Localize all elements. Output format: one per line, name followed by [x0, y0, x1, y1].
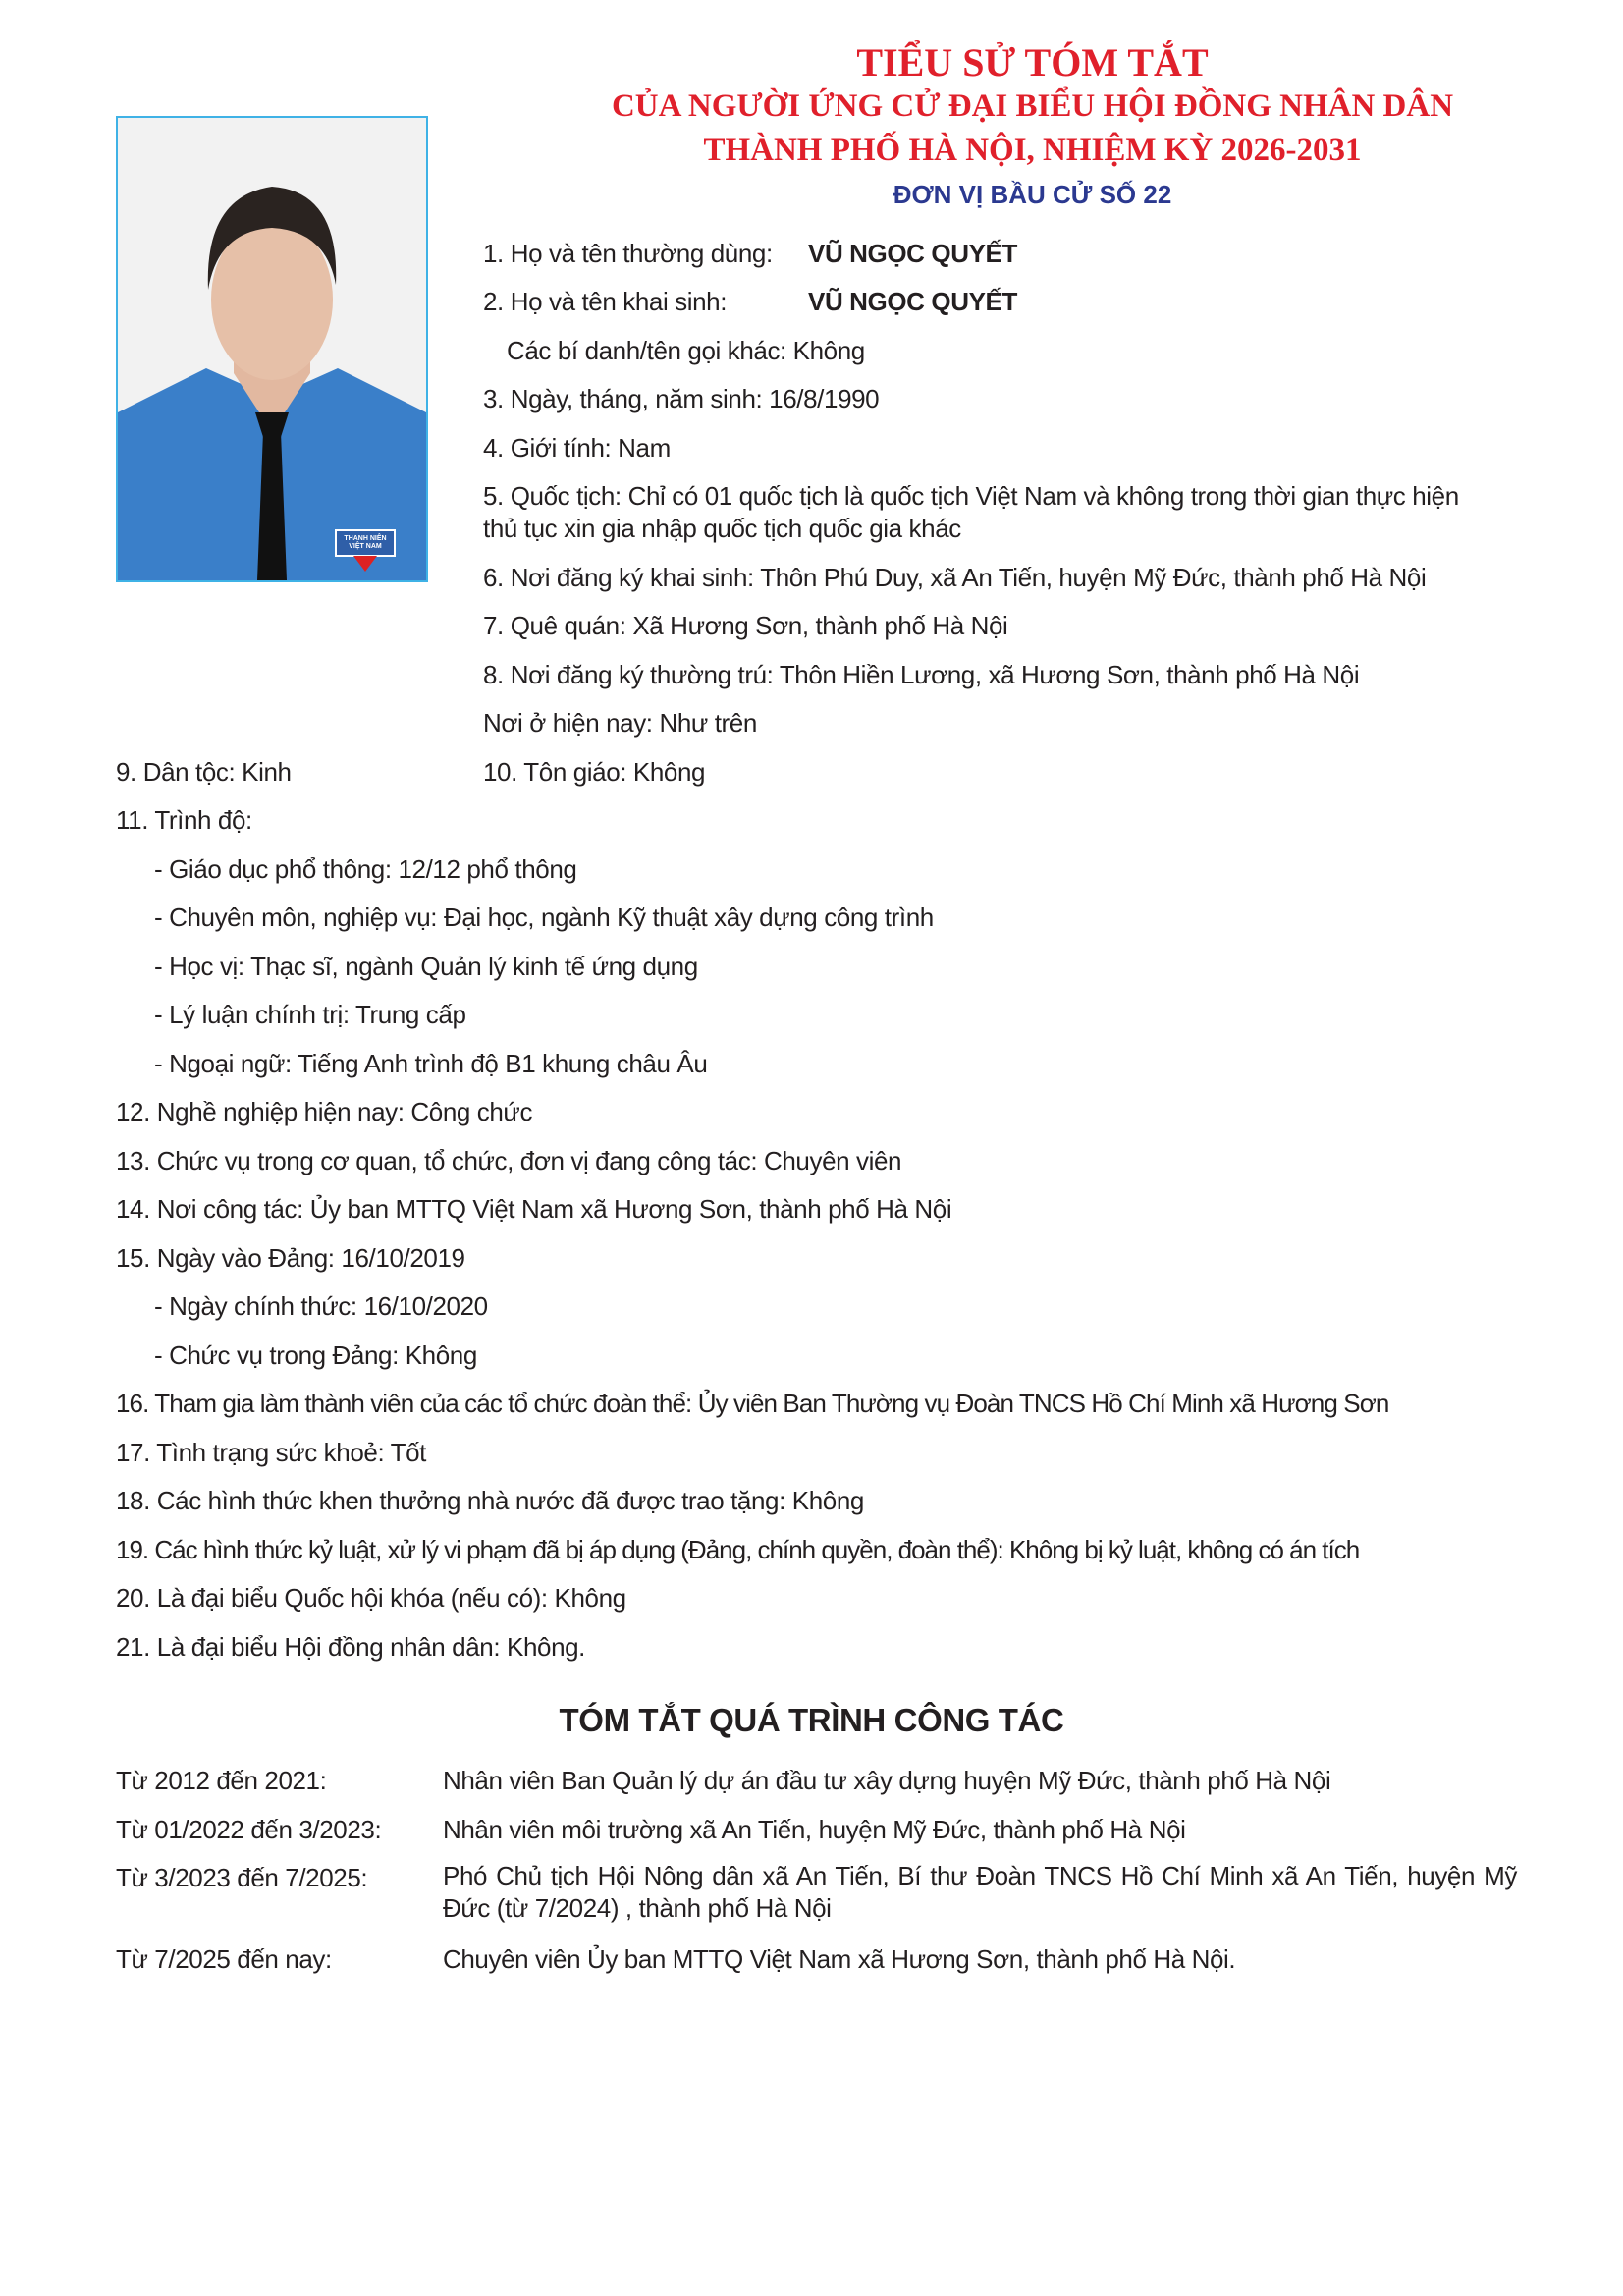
bio-line-15a: - Ngày chính thức: 16/10/2020 — [154, 1291, 488, 1321]
shirt-badge-text: THANH NIÊN VIỆT NAM — [344, 535, 387, 550]
alias-line: Các bí danh/tên gọi khác: Không — [507, 336, 865, 365]
bio-line-21: 21. Là đại biểu Hội đồng nhân dân: Không. — [116, 1632, 586, 1662]
bio-line-8: 8. Nơi đăng ký thường trú: Thôn Hiền Lương, xã Hương Sơn, thành phố Hà Nội — [483, 660, 1360, 689]
bio-line-11d: - Lý luận chính trị: Trung cấp — [154, 1000, 466, 1029]
bio-line-11: 11. Trình độ: — [116, 805, 252, 835]
bio-line-18: 18. Các hình thức khen thưởng nhà nước đã được trao tặng: Không — [116, 1486, 864, 1515]
bio-line-11a: - Giáo dục phổ thông: 12/12 phổ thông — [154, 854, 577, 884]
bio-line-8b: Nơi ở hiện nay: Như trên — [483, 708, 757, 738]
bio-line-19: 19. Các hình thức kỷ luật, xử lý vi phạm đã bị áp dụng (Đảng, chính quyền, đoàn thể): Không bị kỷ luật, không có án tích — [116, 1535, 1360, 1564]
bio-line-14: 14. Nơi công tác: Ủy ban MTTQ Việt Nam xã Hương Sơn, thành phố Hà Nội — [116, 1194, 952, 1224]
work-desc: Phó Chủ tịch Hội Nông dân xã An Tiến, Bí thư Đoàn TNCS Hồ Chí Minh xã An Tiến, huyện Mỹ Đức (từ 7/2024) , thành phố Hà Nội — [443, 1861, 1517, 1923]
bio-line-5a: 5. Quốc tịch: Chỉ có 01 quốc tịch là quốc tịch Việt Nam và không trong thời gian thực hiện — [483, 481, 1459, 511]
work-period: Từ 3/2023 đến 7/2025: — [116, 1863, 368, 1892]
usual-name: VŨ NGỌC QUYẾT — [808, 239, 1017, 268]
bio-line-16: 16. Tham gia làm thành viên của các tổ chức đoàn thể: Ủy viên Ban Thường vụ Đoàn TNCS Hồ Chí Minh xã Hương Sơn — [116, 1389, 1389, 1418]
bio-line-15: 15. Ngày vào Đảng: 16/10/2019 — [116, 1243, 465, 1273]
doc-subtitle-2: THÀNH PHỐ HÀ NỘI, NHIỆM KỲ 2026-2031 — [703, 133, 1362, 168]
work-period: Từ 01/2022 đến 3/2023: — [116, 1815, 382, 1844]
work-heading: TÓM TẮT QUÁ TRÌNH CÔNG TÁC — [559, 1702, 1064, 1738]
candidate-photo — [116, 116, 428, 582]
bio-line-20: 20. Là đại biểu Quốc hội khóa (nếu có): Không — [116, 1583, 626, 1613]
bio-line-5b: thủ tục xin gia nhập quốc tịch quốc gia khác — [483, 514, 961, 543]
bio-line-13: 13. Chức vụ trong cơ quan, tổ chức, đơn vị đang công tác: Chuyên viên — [116, 1146, 902, 1175]
bio-line-3: 3. Ngày, tháng, năm sinh: 16/8/1990 — [483, 384, 880, 413]
birth-name: VŨ NGỌC QUYẾT — [808, 287, 1017, 316]
bio-line-11e: - Ngoại ngữ: Tiếng Anh trình độ B1 khung châu Âu — [154, 1049, 708, 1078]
bio-line-11b: - Chuyên môn, nghiệp vụ: Đại học, ngành Kỹ thuật xây dựng công trình — [154, 902, 934, 932]
bio-line-2: 2. Họ và tên khai sinh: — [483, 287, 728, 316]
bio-line-15b: - Chức vụ trong Đảng: Không — [154, 1340, 477, 1370]
bio-line-6: 6. Nơi đăng ký khai sinh: Thôn Phú Duy, xã An Tiến, huyện Mỹ Đức, thành phố Hà Nội — [483, 563, 1427, 592]
electoral-unit: ĐƠN VỊ BẦU CỬ SỐ 22 — [893, 180, 1172, 209]
bio-line-12: 12. Nghề nghiệp hiện nay: Công chức — [116, 1097, 533, 1126]
bio-line-9: 9. Dân tộc: Kinh — [116, 757, 292, 787]
work-desc: Chuyên viên Ủy ban MTTQ Việt Nam xã Hương Sơn, thành phố Hà Nội. — [443, 1944, 1236, 1974]
work-period: Từ 2012 đến 2021: — [116, 1766, 327, 1795]
doc-subtitle-1: CỦA NGƯỜI ỨNG CỬ ĐẠI BIỂU HỘI ĐỒNG NHÂN DÂN — [611, 88, 1454, 124]
bio-line-17: 17. Tình trạng sức khoẻ: Tốt — [116, 1438, 426, 1467]
work-desc: Nhân viên Ban Quản lý dự án đầu tư xây dựng huyện Mỹ Đức, thành phố Hà Nội — [443, 1766, 1331, 1795]
bio-line-11c: - Học vị: Thạc sĩ, ngành Quản lý kinh tế ứng dụng — [154, 952, 698, 981]
work-period: Từ 7/2025 đến nay: — [116, 1944, 332, 1974]
bio-line-1 — [483, 236, 773, 271]
bio-line-10: 10. Tôn giáo: Không — [483, 757, 706, 787]
bio-line-4: 4. Giới tính: Nam — [483, 433, 671, 463]
doc-title: TIỂU SỬ TÓM TẮT — [856, 40, 1209, 84]
portrait-image — [118, 118, 426, 580]
label: 1. Họ và tên thường dùng: — [483, 239, 773, 268]
work-desc: Nhân viên môi trường xã An Tiến, huyện Mỹ Đức, thành phố Hà Nội — [443, 1815, 1186, 1844]
bio-line-7: 7. Quê quán: Xã Hương Sơn, thành phố Hà Nội — [483, 611, 1008, 640]
